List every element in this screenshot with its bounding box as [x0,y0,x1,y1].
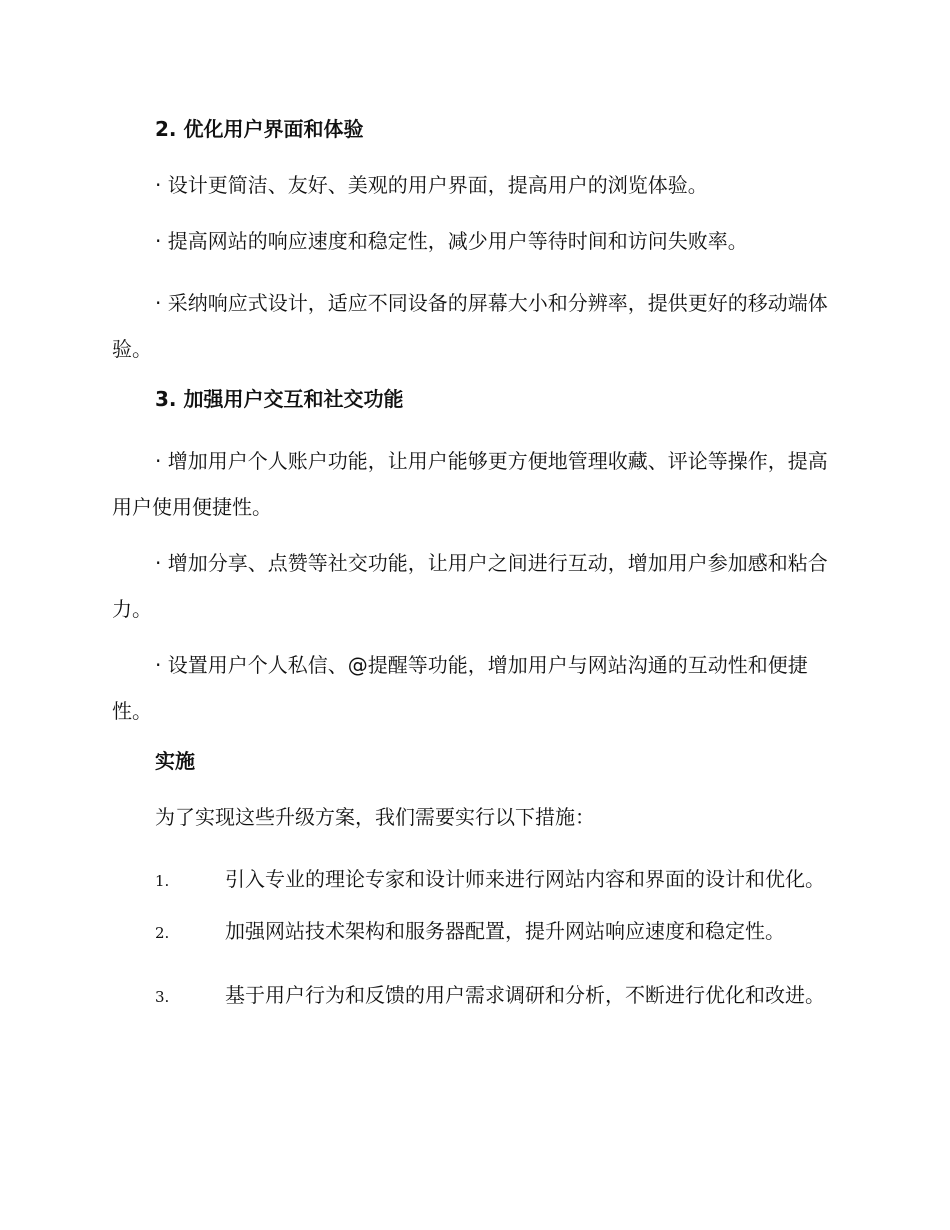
implementation-item-2 [112,914,834,950]
item-text: 基于用户行为和反馈的用户需求调研和分析，不断进行优化和改进。 [225,983,825,1007]
item-text: 加强网站技术架构和服务器配置，提升网站响应速度和稳定性。 [225,919,785,943]
implementation-intro: 为了实现这些升级方案，我们需要实行以下措施： [155,805,595,829]
bullet-social-1: · 增加用户个人账户功能，让用户能够更方便地管理收藏、评论等操作，提高用户使用便捷性。 [112,449,828,519]
item-number: 1. [155,872,170,890]
bullet-ui-3: · 采纳响应式设计，适应不同设备的屏幕大小和分辨率，提供更好的移动端体验。 [112,291,828,361]
document-content [112,112,834,1030]
bullet-social-2: · 增加分享、点赞等社交功能，让用户之间进行互动，增加用户参加感和粘合力。 [112,551,828,621]
implementation-item-1 [112,856,834,904]
bullet-social-3: · 设置用户个人私信、@提醒等功能，增加用户与网站沟通的互动性和便捷性。 [112,653,808,723]
implementation-heading: 实施 [155,749,195,773]
bullet-ui-2: · 提高网站的响应速度和稳定性，减少用户等待时间和访问失败率。 [155,229,748,253]
item-text: 引入专业的理论专家和设计师来进行网站内容和界面的设计和优化。 [225,867,825,891]
section-heading-ui: 2. 优化用户界面和体验 [155,117,364,141]
item-number: 2. [155,924,170,942]
item-number: 3. [155,988,170,1006]
bullet-ui-1: · 设计更简洁、友好、美观的用户界面，提高用户的浏览体验。 [155,173,708,197]
section-heading-social: 3. 加强用户交互和社交功能 [155,387,404,411]
implementation-item-3 [112,972,834,1020]
